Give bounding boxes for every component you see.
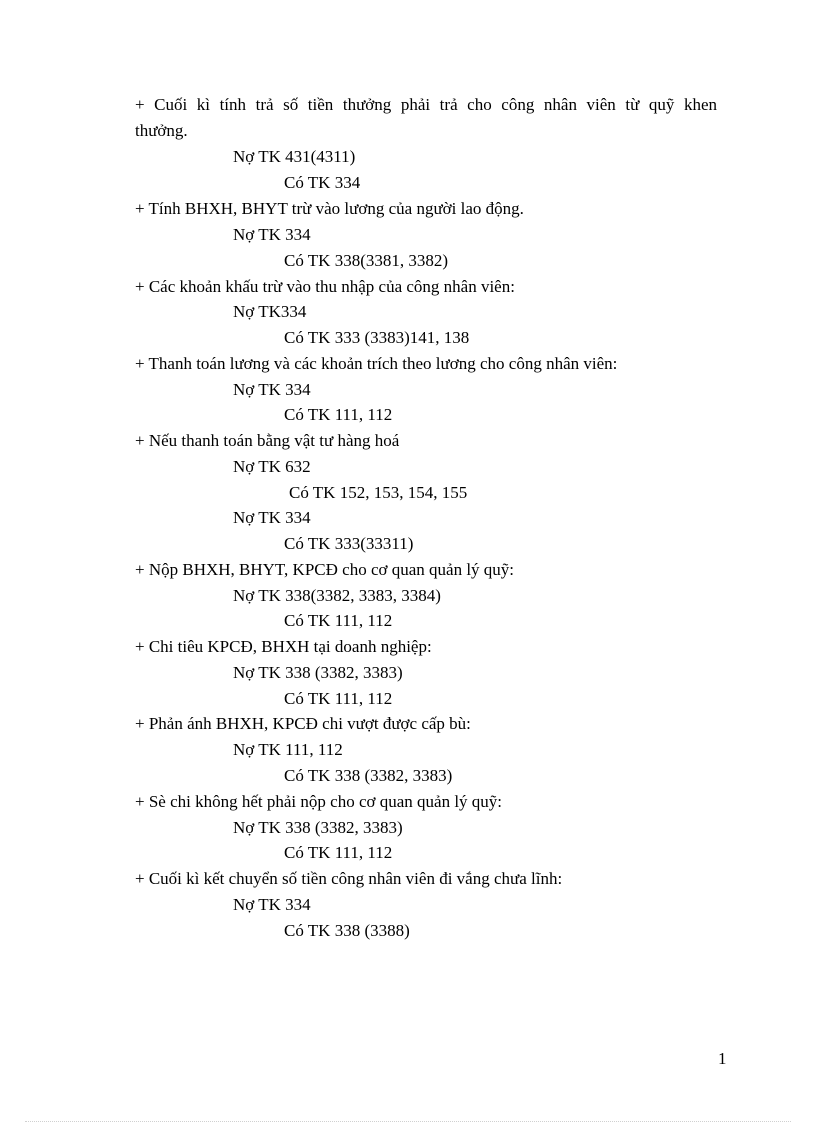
debit-entry: Nợ TK 111, 112 xyxy=(233,740,343,759)
footer-divider xyxy=(25,1121,791,1122)
credit-entry: Có TK 338 (3388) xyxy=(284,921,410,940)
credit-entry: Có TK 111, 112 xyxy=(284,611,393,630)
section-heading: + Phản ánh BHXH, KPCĐ chi vượt được cấp bù: xyxy=(135,714,471,733)
section-heading: + Nếu thanh toán bằng vật tư hàng hoá xyxy=(135,431,400,450)
credit-entry: Có TK 334 xyxy=(284,173,361,192)
credit-entry: Có TK 111, 112 xyxy=(284,689,393,708)
credit-entry: Có TK 111, 112 xyxy=(284,405,393,424)
text-line-1: + Cuối kì tính trả số tiền thưởng phải trả cho công nhân viên từ quỹ khen xyxy=(135,95,717,114)
section-heading: + Tính BHXH, BHYT trừ vào lương của người lao động. xyxy=(135,199,524,218)
section-heading: + Nộp BHXH, BHYT, KPCĐ cho cơ quan quản lý quỹ: xyxy=(135,560,515,579)
section-heading: + Thanh toán lương và các khoản trích theo lương cho công nhân viên: xyxy=(135,354,618,373)
credit-entry: Có TK 333(33311) xyxy=(284,534,414,553)
debit-entry: Nợ TK 334 xyxy=(233,895,311,914)
debit-entry: Nợ TK 431(4311) xyxy=(233,147,356,166)
debit-entry: Nợ TK 334 xyxy=(233,508,311,527)
credit-entry: Có TK 338(3381, 3382) xyxy=(284,251,449,270)
debit-entry: Nợ TK 338 (3382, 3383) xyxy=(233,663,403,682)
debit-entry: Nợ TK 632 xyxy=(233,457,311,476)
debit-entry: Nợ TK 338(3382, 3383, 3384) xyxy=(233,586,441,605)
credit-entry: Có TK 111, 112 xyxy=(284,843,393,862)
section-heading: + Các khoản khấu trừ vào thu nhập của công nhân viên: xyxy=(135,277,515,296)
debit-entry: Nợ TK334 xyxy=(233,302,307,321)
debit-entry: Nợ TK 334 xyxy=(233,225,311,244)
credit-entry: Có TK 338 (3382, 3383) xyxy=(284,766,453,785)
section-heading: + Chi tiêu KPCĐ, BHXH tại doanh nghiệp: xyxy=(135,637,432,656)
credit-entry: Có TK 333 (3383)141, 138 xyxy=(284,328,470,347)
credit-entry: Có TK 152, 153, 154, 155 xyxy=(289,483,468,502)
page-number: 1 xyxy=(718,1049,727,1068)
section-heading: + Sè chi không hết phải nộp cho cơ quan quản lý quỹ: xyxy=(135,792,503,811)
debit-entry: Nợ TK 334 xyxy=(233,380,311,399)
section-heading: + Cuối kì kết chuyển số tiền công nhân viên đi vắng chưa lĩnh: xyxy=(135,869,563,888)
text-line-2: thưởng. xyxy=(135,121,188,140)
debit-entry: Nợ TK 338 (3382, 3383) xyxy=(233,818,403,837)
